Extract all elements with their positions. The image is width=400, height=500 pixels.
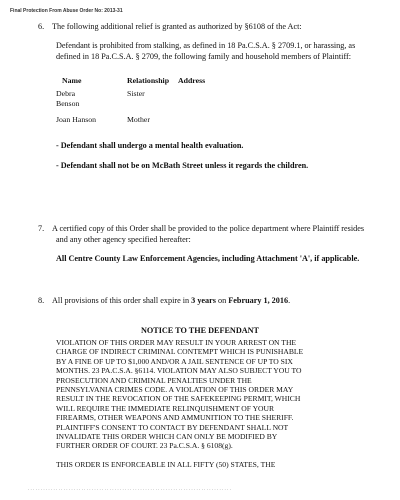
notice-line: PLAINTIFF'S CONSENT TO CONTACT BY DEFENDANT SHALL NOT: [56, 422, 289, 432]
notice-last-line: THIS ORDER IS ENFORCEABLE IN ALL FIFTY (50) STATES, THE: [56, 459, 276, 469]
condition-1: - Defendant shall undergo a mental health evaluation.: [56, 141, 244, 150]
item-8-duration: 3 years: [191, 296, 216, 305]
item-7-line-1: A certified copy of this Order shall be provided to the police department where Plaintiff resides: [52, 224, 365, 233]
item-7-line-2: and any other agency specified hereafter:: [56, 235, 191, 244]
notice-line: FIREARMS, OTHER WEAPONS AND AMMUNITION TO THE SHERIFF.: [56, 413, 294, 423]
item-8-text: [52, 296, 290, 306]
table-row-1-name-line-1: Debra: [56, 89, 76, 98]
notice-title: NOTICE TO THE DEFENDANT: [140, 326, 260, 335]
item-8-date: February 1, 2016: [228, 296, 289, 305]
notice-body: [56, 338, 378, 469]
notice-line: RESULT IN THE REVOCATION OF THE SAFEKEEPING PERMIT, WHICH: [56, 394, 301, 404]
item-6-number: 6.: [38, 22, 45, 31]
item-7-number: 7.: [38, 224, 45, 233]
item-8-suffix: .: [288, 296, 291, 305]
item-8-number: 8.: [38, 296, 45, 305]
table-row-1-name-line-2: Benson: [56, 99, 80, 108]
table-header-name: Name: [62, 76, 82, 85]
page-footer-strip: . . . . . . . . . . . . . . . . . . . . . . . . . . . . . . . . . . . . . . . . . . . . . . . . . . . . . . . . . . . . . . . . . . . . . . . . . . . . . . . .: [28, 486, 231, 491]
item-6-text: The following additional relief is granted as authorized by §6108 of the Act:: [52, 22, 302, 31]
table-header-address: Address: [178, 76, 206, 85]
notice-line: MONTHS. 23 PA.C.S.A. §6114. VIOLATION MAY ALSO SUBJECT YOU TO: [56, 366, 302, 376]
notice-line: FURTHER ORDER OF COURT. 23 Pa.C.S.A. § 6108(g).: [56, 441, 233, 451]
condition-2: - Defendant shall not be on McBath Street unless it regards the children.: [56, 161, 309, 170]
notice-line: PROSECUTION AND CRIMINAL PENALTIES UNDER THE: [56, 375, 252, 385]
item-7-agencies: All Centre County Law Enforcement Agencies, including Attachment 'A', if applicable.: [56, 254, 360, 263]
item-6-paragraph-line-2: defined in 18 Pa.C.S.A. § 2709, the following family and household members of Plaintiff:: [56, 52, 352, 61]
notice-line: VIOLATION OF THIS ORDER MAY RESULT IN YOUR ARREST ON THE: [56, 338, 297, 347]
item-8-prefix: All provisions of this order shall expire in: [52, 296, 190, 305]
notice-line: PENNSYLVANIA CRIMES CODE. A VIOLATION OF THIS ORDER MAY: [56, 385, 294, 395]
item-6-paragraph-line-1: Defendant is prohibited from stalking, as defined in 18 Pa.C.S.A. § 2709.1, or harassing, as: [56, 41, 356, 50]
table-row-1-relationship: Sister: [127, 89, 145, 98]
notice-line: CHARGE OF INDIRECT CRIMINAL CONTEMPT WHICH IS PUNISHABLE: [56, 347, 304, 357]
table-header-relationship: Relationship: [127, 76, 170, 85]
notice-line: BY A FINE OF UP TO $1,000 AND/OR A JAIL SENTENCE OF UP TO SIX: [56, 356, 293, 366]
table-row-2-relationship: Mother: [127, 115, 150, 124]
notice-line: WILL REQUIRE THE IMMEDIATE RELINQUISHMENT OF YOUR: [56, 403, 275, 413]
table-row-2-name: Joan Hanson: [56, 115, 97, 124]
notice-line: INVALIDATE THIS ORDER WHICH CAN ONLY BE MODIFIED BY: [56, 432, 278, 442]
item-8-middle: on: [218, 296, 227, 305]
order-header: Final Protection From Abuse Order No: 2013-31: [10, 8, 123, 14]
